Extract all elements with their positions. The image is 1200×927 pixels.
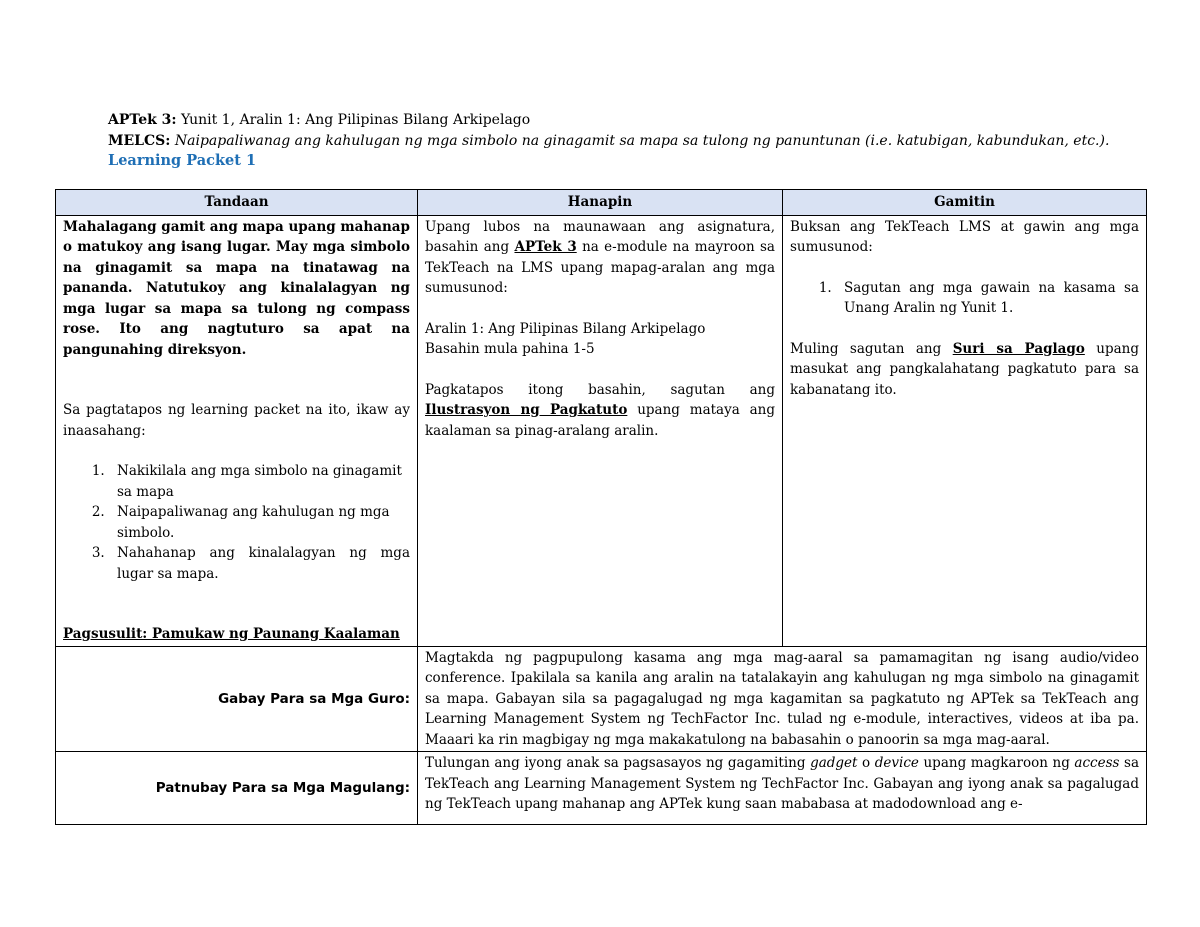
course-title	[108, 110, 530, 130]
hanapin-aralin: Aralin 1: Ang Pilipinas Bilang Arkipelago	[425, 320, 706, 337]
hanapin-p3: Pagkatapos itong basahin, sagutan ang Ilustrasyon ng Pagkatuto upang mataya ang kaalaman sa pinag-aralang aralin.	[425, 381, 775, 439]
col-header-tandaan: Tandaan	[56, 190, 418, 216]
magulang-label: Patnubay Para sa Mga Magulang:	[56, 752, 418, 825]
hanapin-cell	[418, 215, 783, 646]
course-prefix: APTek 3:	[108, 112, 177, 128]
list-item: 1. Nakikilala ang mga simbolo na ginagamit sa mapa	[109, 461, 410, 502]
tandaan-cell	[56, 215, 418, 646]
magulang-row	[56, 752, 1147, 825]
hanapin-p1: Upang lubos na maunawaan ang asignatura, basahin ang APTek 3 na e-module na mayroon sa TekTeach na LMS upang mapag-aralan ang mga sumusunod:	[425, 218, 775, 296]
aptek-link[interactable]: APTek 3	[514, 239, 577, 255]
gamitin-p2: Muling sagutan ang Suri sa Paglago upang masukat ang pangkalahatang pagkatuto para sa kabanatang ito.	[790, 340, 1140, 398]
gamitin-list	[790, 278, 1139, 319]
lesson-table	[55, 189, 1147, 825]
table-header-row	[56, 190, 1147, 216]
col-header-gamitin: Gamitin	[783, 190, 1147, 216]
gamitin-p1: Buksan ang TekTeach LMS at gawin ang mga sumusunod:	[790, 218, 1139, 255]
ilustrasyon-link[interactable]: Ilustrasyon ng Pagkatuto	[425, 402, 628, 418]
packet-title: Learning Packet 1	[108, 152, 257, 169]
course-rest: Yunit 1, Aralin 1: Ang Pilipinas Bilang Arkipelago	[176, 112, 531, 128]
guro-label: Gabay Para sa Mga Guro:	[56, 646, 418, 752]
melcs-text: Naipapaliwanag ang kahulugan ng mga simbolo na ginagamit sa mapa sa tulong ng panuntunan (i.e. katubigan, kabundukan, etc.).	[170, 133, 1110, 149]
suri-link[interactable]: Suri sa Paglago	[952, 340, 1085, 357]
tandaan-intro: Mahalagang gamit ang mapa upang mahanap o matukoy ang isang lugar. May mga simbolo na ginagamit sa mapa na tinatawag na pananda. Natutukoy ang kinalalagyan ng mga lugar sa mapa sa tulong ng compass rose. Ito ang nagtuturo sa apat na pangunahing direksyon.	[63, 218, 410, 358]
list-item: 1. Sagutan ang mga gawain na kasama sa Unang Aralin ng Yunit 1.	[836, 278, 1139, 319]
guro-row	[56, 646, 1147, 752]
list-item: 2. Naipapaliwanag ang kahulugan ng mga simbolo.	[109, 502, 410, 543]
melcs-label: MELCS:	[108, 133, 171, 149]
melcs-line	[108, 131, 1109, 151]
col-header-hanapin: Hanapin	[418, 190, 783, 216]
magulang-text: Tulungan ang iyong anak sa pagsasayos ng gagamiting gadget o device upang magkaroon ng access sa TekTeach ang Learning Management System ng TechFactor Inc. Gabayan ang iyong anak sa pagalugad ng TekTeach upang mahanap ang APTek kung saan mababasa at madodownload ang e-	[418, 752, 1147, 825]
list-item: 3. Nahahanap ang kinalalagyan ng mga lugar sa mapa.	[109, 543, 410, 584]
pagsusulit-link[interactable]: Pagsusulit: Pamukaw ng Paunang Kaalaman	[63, 626, 400, 642]
tandaan-expect: Sa pagtatapos ng learning packet na ito, ikaw ay inaasahang:	[63, 402, 410, 439]
objectives-list	[63, 461, 410, 584]
hanapin-pahina: Basahin mula pahina 1-5	[425, 341, 595, 357]
content-row	[56, 215, 1147, 646]
gamitin-cell	[783, 215, 1147, 646]
guro-text: Magtakda ng pagpupulong kasama ang mga mag-aaral sa pamamagitan ng isang audio/video conference. Ipakilala sa kanila ang aralin na tatalakayin ang kahulugan ng mga simbolo na ginagamit sa mapa. Gabayan sila sa pagagalugad ng mga kagamitan sa pagkatuto ng APTek sa TekTeach ang Learning Management System ng TechFactor Inc. tulad ng e-module, interactives, videos at iba pa. Maaari ka rin magbigay ng mga makakatulong na babasahin o panoorin sa mga mag-aaral.	[418, 646, 1147, 752]
